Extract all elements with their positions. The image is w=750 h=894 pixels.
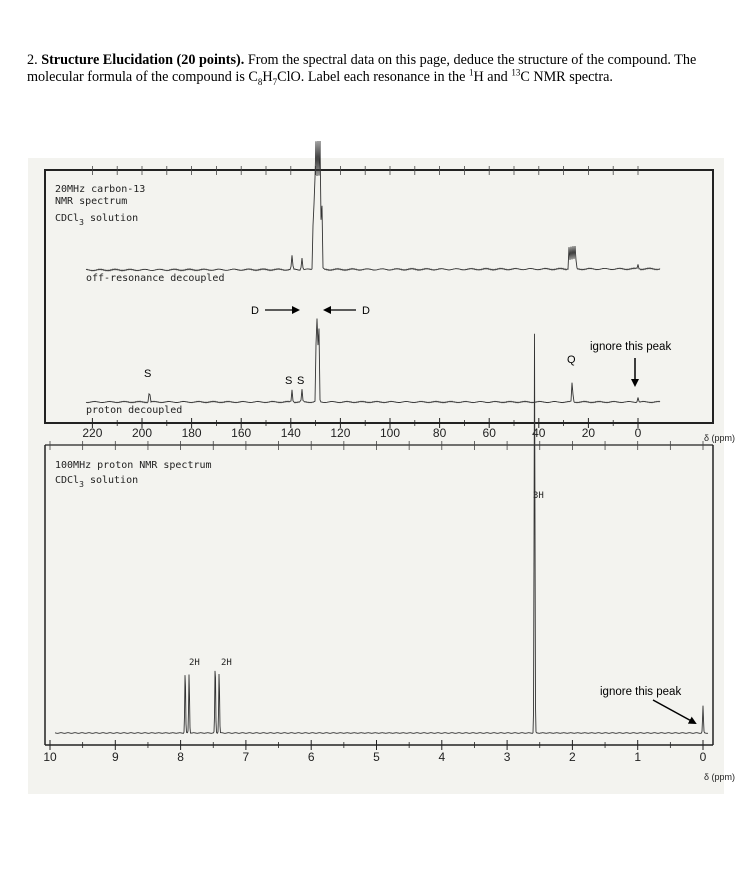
proton-tick-label: 0: [699, 750, 707, 764]
carbon-solvent: CDCl$_3$ solution: [55, 213, 139, 227]
s-label-ipso-b: S: [297, 375, 305, 387]
carbon-tick-label: 220: [82, 426, 103, 440]
d-label-left: D: [251, 305, 259, 317]
carbon-title-line1: 20MHz carbon-13: [55, 184, 146, 195]
integral-2h-a: 2H: [189, 658, 200, 668]
proton-solvent: CDCl$_3$ solution: [55, 475, 139, 489]
carbon-tick-label: 0: [634, 426, 642, 440]
proton-title: 100MHz proton NMR spectrum: [55, 460, 212, 471]
carbon-tick-label: 60: [482, 426, 496, 440]
question-text: 2. Structure Elucidation (20 points). From the spectral data on this page, deduce the structure of the compound. The molecular formula of the compound is $C_8H_7ClO$. Label each resonance in the $^1$H and $^{13}$C NMR spectra.: [27, 52, 697, 87]
carbon-title-line2: NMR spectrum: [55, 196, 128, 207]
proton-tick-label: 5: [373, 750, 380, 764]
proton-tick-label: 7: [242, 750, 250, 764]
proton-tick-label: 9: [111, 750, 119, 764]
s-label-ipso-a: S: [285, 375, 293, 387]
q-label: Q: [567, 354, 576, 366]
carbon-tick-label: 200: [131, 426, 153, 440]
carbon-tick-label: 160: [231, 426, 252, 440]
s-label-carbonyl: S: [144, 368, 152, 380]
proton-tick-label: 4: [438, 750, 446, 764]
proton-tick-label: 2: [569, 750, 576, 764]
integral-2h-b: 2H: [221, 658, 232, 668]
question-title: Structure Elucidation (20 points).: [41, 52, 245, 68]
carbon-axis-unit: δ (ppm): [704, 433, 736, 443]
proton-tick-label: 10: [43, 750, 57, 764]
carbon-ignore-label: ignore this peak: [590, 341, 672, 353]
d-label-right: D: [362, 305, 370, 317]
proton-tick-label: 6: [307, 750, 315, 764]
carbon-tick-label: 80: [432, 426, 447, 440]
proton-axis-unit: δ (ppm): [704, 772, 736, 782]
carbon-tick-label: 40: [532, 426, 546, 440]
carbon-tick-label: 20: [581, 426, 596, 440]
carbon-tick-label: 180: [181, 426, 202, 440]
proton-decoupled-label: proton decoupled: [86, 405, 183, 416]
question-number: 2.: [27, 52, 38, 68]
carbon-tick-label: 140: [280, 426, 301, 440]
carbon-tick-label: 120: [330, 426, 351, 440]
proton-top-ticks: [50, 441, 703, 450]
integral-3h: 3H: [533, 491, 544, 501]
proton-tick-label: 1: [634, 750, 642, 764]
proton-tick-label: 3: [503, 750, 511, 764]
proton-ignore-label: ignore this peak: [600, 686, 682, 698]
carbon-tick-label: 100: [379, 426, 401, 440]
off-resonance-label: off-resonance decoupled: [86, 273, 225, 284]
proton-tick-label: 8: [177, 750, 184, 764]
